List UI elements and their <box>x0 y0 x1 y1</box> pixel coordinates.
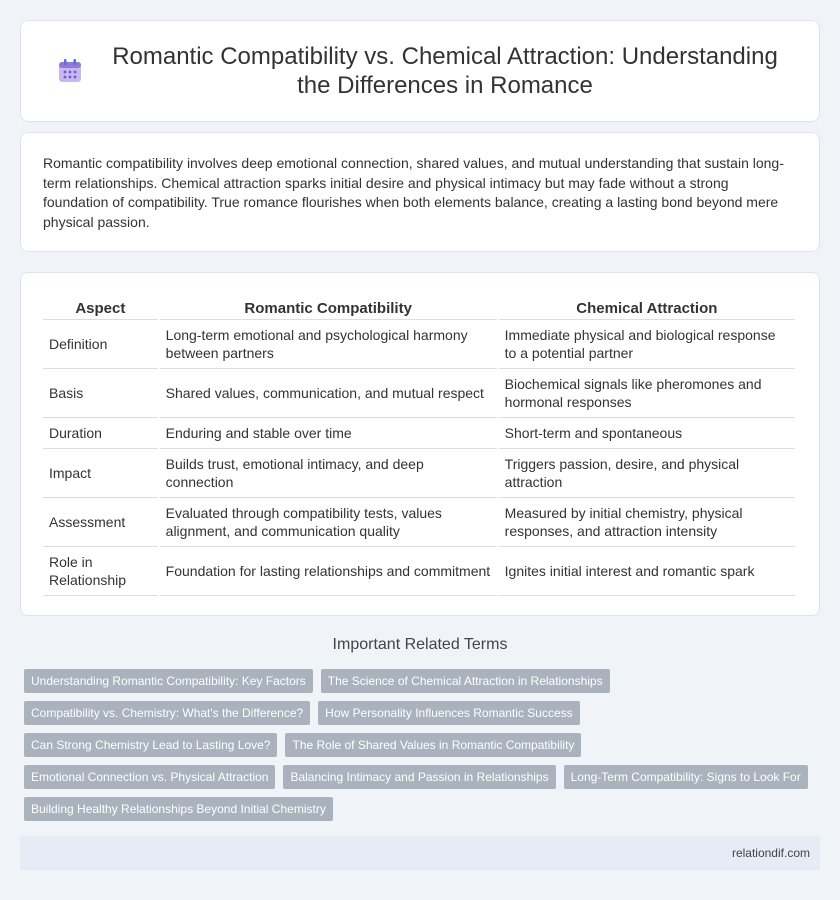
row-aspect: Duration <box>43 418 158 449</box>
title-card <box>20 20 820 122</box>
footer <box>20 836 820 870</box>
comparison-table <box>41 293 797 596</box>
row-attraction: Triggers passion, desire, and physical attraction <box>499 449 795 498</box>
table-row <box>43 369 795 418</box>
row-aspect: Role in Relationship <box>43 547 158 596</box>
row-compatibility: Evaluated through compatibility tests, values alignment, and communication quality <box>160 498 497 547</box>
row-attraction: Immediate physical and biological response to a potential partner <box>499 320 795 369</box>
calendar-icon <box>55 56 85 86</box>
related-term-link[interactable]: Building Healthy Relationships Beyond Initial Chemistry <box>24 797 333 821</box>
header-chemical-attraction: Chemical Attraction <box>499 293 795 320</box>
table-row <box>43 418 795 449</box>
row-compatibility: Enduring and stable over time <box>160 418 497 449</box>
related-terms-list <box>24 669 824 821</box>
related-term-link[interactable]: Can Strong Chemistry Lead to Lasting Love? <box>24 733 277 757</box>
row-compatibility: Shared values, communication, and mutual respect <box>160 369 497 418</box>
intro-paragraph: Romantic compatibility involves deep emotional connection, shared values, and mutual understanding that sustain long-term relationships. Chemical attraction sparks initial desire and physical intimacy but may fade without a strong foundation of compatibility. True romance flourishes when both elements balance, creating a lasting bond beyond mere physical passion. <box>43 155 784 230</box>
table-header-row <box>43 293 795 320</box>
site-name[interactable]: relationdif.com <box>731 846 810 860</box>
row-attraction: Biochemical signals like pheromones and hormonal responses <box>499 369 795 418</box>
row-compatibility: Long-term emotional and psychological harmony between partners <box>160 320 497 369</box>
table-row <box>43 547 795 596</box>
intro-card <box>20 132 820 252</box>
table-row <box>43 320 795 369</box>
row-attraction: Ignites initial interest and romantic spark <box>499 547 795 596</box>
row-compatibility: Foundation for lasting relationships and commitment <box>160 547 497 596</box>
related-term-link[interactable]: Long-Term Compatibility: Signs to Look For <box>564 765 808 789</box>
table-row <box>43 449 795 498</box>
row-aspect: Assessment <box>43 498 158 547</box>
header-romantic-compatibility: Romantic Compatibility <box>160 293 497 320</box>
related-term-link[interactable]: The Science of Chemical Attraction in Relationships <box>321 669 610 693</box>
page-title: Romantic Compatibility vs. Chemical Attraction: Understanding the Differences in Romance <box>112 43 778 99</box>
related-term-link[interactable]: Understanding Romantic Compatibility: Key Factors <box>24 669 313 693</box>
row-attraction: Short-term and spontaneous <box>499 418 795 449</box>
related-term-link[interactable]: Compatibility vs. Chemistry: What's the Difference? <box>24 701 310 725</box>
related-term-link[interactable]: How Personality Influences Romantic Success <box>318 701 579 725</box>
row-aspect: Impact <box>43 449 158 498</box>
table-row <box>43 498 795 547</box>
related-terms-title: Important Related Terms <box>332 636 508 653</box>
row-attraction: Measured by initial chemistry, physical responses, and attraction intensity <box>499 498 795 547</box>
comparison-card <box>20 272 820 616</box>
row-aspect: Definition <box>43 320 158 369</box>
row-compatibility: Builds trust, emotional intimacy, and deep connection <box>160 449 497 498</box>
related-term-link[interactable]: Emotional Connection vs. Physical Attraction <box>24 765 275 789</box>
header-aspect: Aspect <box>43 293 158 320</box>
related-term-link[interactable]: The Role of Shared Values in Romantic Compatibility <box>285 733 581 757</box>
row-aspect: Basis <box>43 369 158 418</box>
related-term-link[interactable]: Balancing Intimacy and Passion in Relationships <box>283 765 555 789</box>
